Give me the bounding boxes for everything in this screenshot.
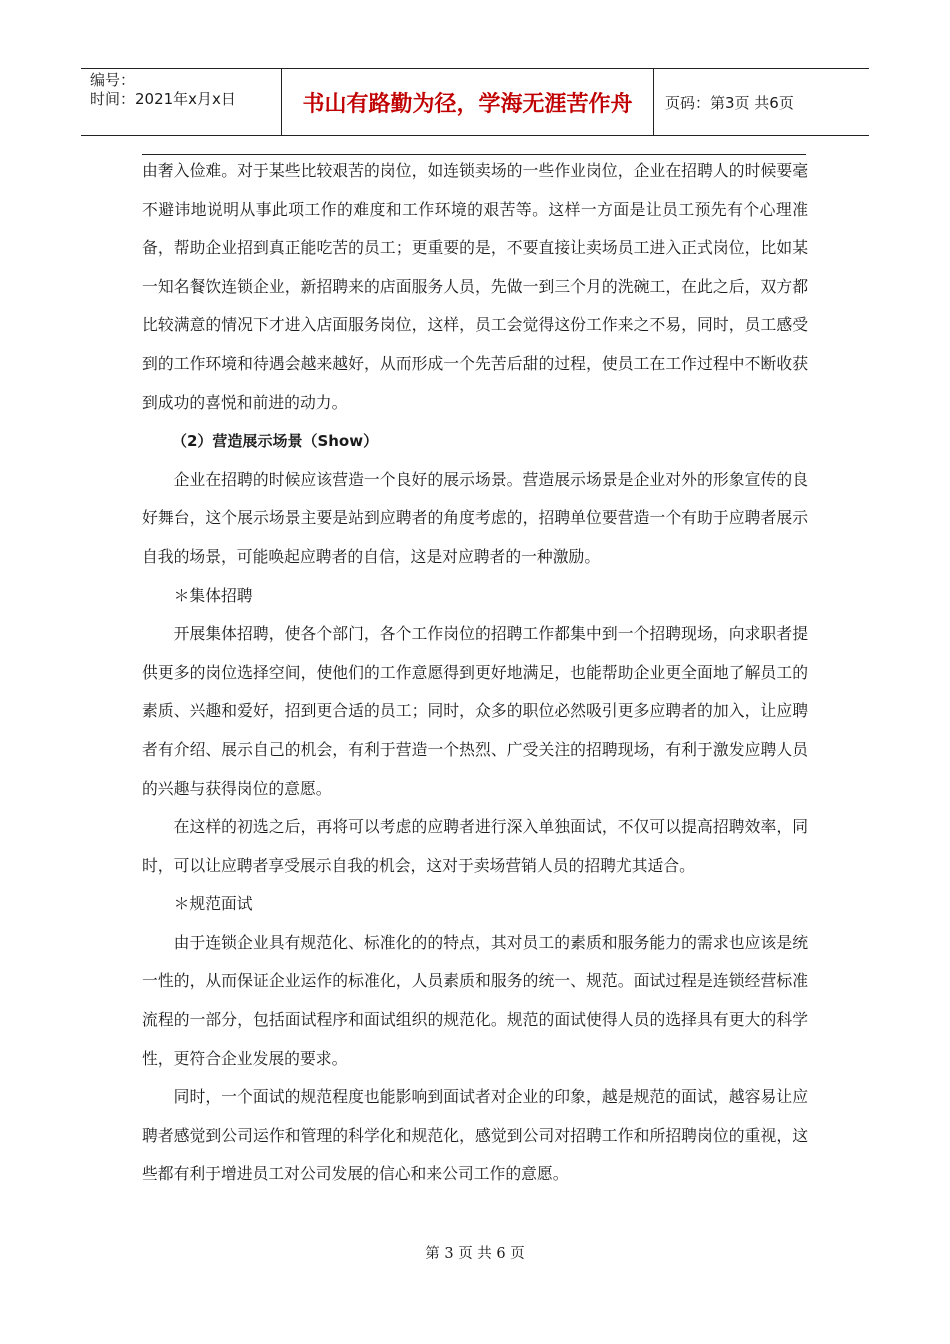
paragraph: 由奢入俭难。对于某些比较艰苦的岗位，如连锁卖场的一些作业岗位，企业在招聘人的时候要毫不避讳地说明从事此项工作的难度和工作环境的艰苦等。这样一方面是让员工预先有个心理准备，帮助企业招到真正能吃苦的员工；更重要的是，不要直接让卖场员工进入正式岗位，比如某一知名餐饮连锁企业，新招聘来的店面服务人员，先做一到三个月的洗碗工，在此之后，双方都比较满意的情况下才进入店面服务岗位，这样，员工会觉得这份工作来之不易，同时，员工感受到的工作环境和待遇会越来越好，从而形成一个先苦后甜的过程，使员工在工作过程中不断收获到成功的喜悦和前进的动力。 [142, 161, 808, 412]
paragraph: 企业在招聘的时候应该营造一个良好的展示场景。营造展示场景是企业对外的形象宣传的良好舞台，这个展示场景主要是站到应聘者的角度考虑的，招聘单位要营造一个有助于应聘者展示自我的场景，可能唤起应聘者的自信，这是对应聘者的一种激励。 [142, 469, 808, 566]
header-meta [81, 69, 281, 135]
paragraph: 在这样的初选之后，再将可以考虑的应聘者进行深入单独面试，不仅可以提高招聘效率，同时，可以让应聘者享受展示自我的机会，这对于卖场营销人员的招聘尤其适合。 [142, 817, 808, 875]
subsection-heading: ＊规范面试 [173, 894, 253, 914]
document-number: 编号： [90, 71, 136, 89]
paragraph: 由于连锁企业具有规范化、标准化的的特点，其对员工的素质和服务能力的需求也应该是统一性的，从而保证企业运作的标准化，人员素质和服务的统一、规范。面试过程是连锁经营标准流程的一部分，包括面试程序和面试组织的规范化。规范的面试使得人员的选择具有更大的科学性，更符合企业发展的要求。 [142, 932, 808, 1068]
subsection-heading: ＊集体招聘 [173, 585, 253, 605]
header-page-number: 页码：第3页 共6页 [665, 93, 794, 112]
paragraph: 同时，一个面试的规范程度也能影响到面试者对企业的印象，越是规范的面试，越容易让应聘者感觉到公司运作和管理的科学化和规范化，感觉到公司对招聘工作和所招聘岗位的重视，这些都有利于增进员工对公司发展的信心和来公司工作的意愿。 [142, 1087, 808, 1184]
page-footer: 第 3 页 共 6 页 [425, 1246, 525, 1262]
header-motto: 书山有路勤为径，学海无涯苦作舟 [281, 69, 654, 135]
document-date: 时间：2021年x月x日 [90, 90, 236, 108]
document-body [142, 152, 808, 1194]
section-heading: （2）营造展示场景（Show） [172, 432, 379, 451]
page-header [81, 68, 869, 136]
paragraph: 开展集体招聘，使各个部门，各个工作岗位的招聘工作都集中到一个招聘现场，向求职者提供更多的岗位选择空间，使他们的工作意愿得到更好地满足，也能帮助企业更全面地了解员工的素质、兴趣和爱好，招到更合适的员工；同时，众多的职位必然吸引更多应聘者的加入，让应聘者有介绍、展示自己的机会，有利于营造一个热烈、广受关注的招聘现场，有利于激发应聘人员的兴趣与获得岗位的意愿。 [142, 624, 808, 798]
